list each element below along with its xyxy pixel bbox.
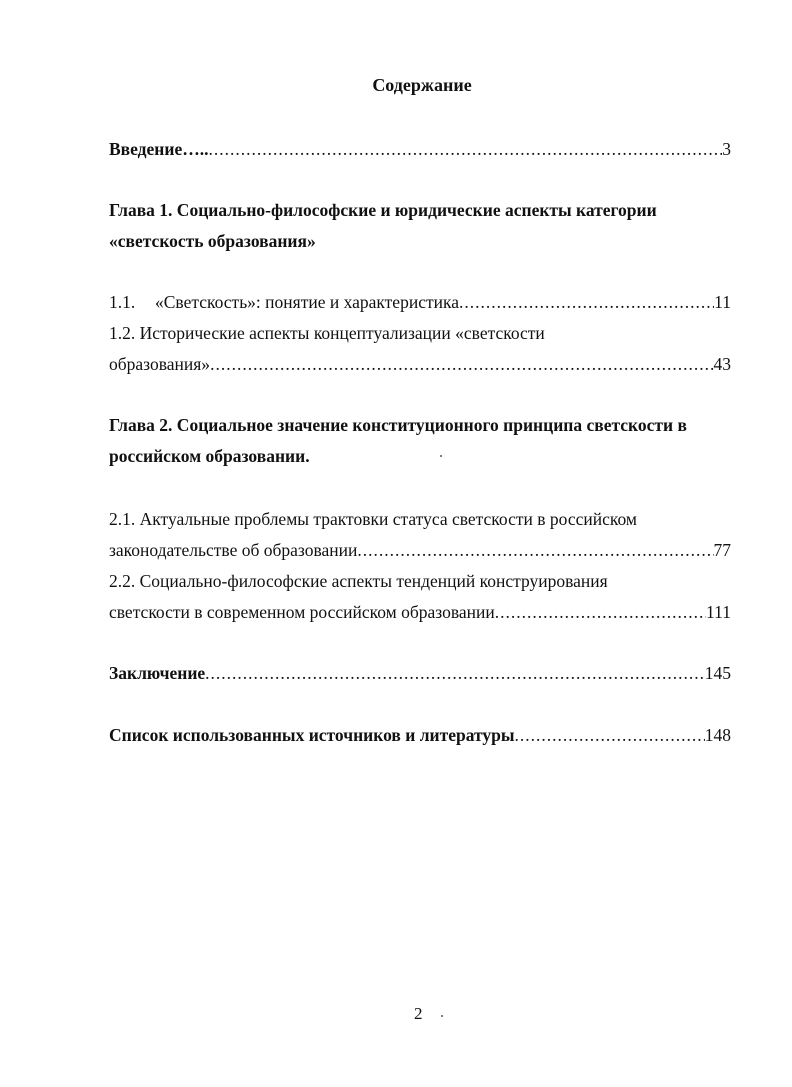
toc-entry-page: 145 — [704, 663, 731, 683]
leader-dots — [208, 138, 722, 160]
chapter-2-heading-line-1[interactable]: Глава 2. Социальное значение конституционного принципа светскости в — [109, 415, 687, 435]
toc-entry-label: Введение….. — [109, 139, 209, 159]
toc-entry-1-2-line-1[interactable]: 1.2. Исторические аспекты концептуализации «светскости — [109, 323, 545, 343]
toc-entry-2-1-line-1[interactable]: 2.1. Актуальные проблемы трактовки статуса светскости в российском — [109, 509, 637, 529]
toc-entry-intro[interactable] — [109, 138, 731, 160]
toc-entry-page: 111 — [706, 602, 731, 622]
section-number: 1.1. — [109, 292, 136, 312]
scan-speck — [440, 455, 442, 457]
page-title: Содержание — [372, 75, 472, 95]
leader-dots — [210, 353, 713, 375]
toc-entry-label: законодательстве об образовании — [109, 540, 358, 560]
scan-speck — [441, 1015, 443, 1017]
leader-dots — [205, 662, 705, 684]
chapter-2-heading-line-2[interactable]: российском образовании. — [109, 446, 310, 466]
toc-entry-label: «Светскость»: понятие и характеристика — [155, 292, 459, 312]
toc-entry-page: 148 — [704, 725, 731, 745]
chapter-1-heading-line-1[interactable]: Глава 1. Социально-философские и юридические аспекты категории — [109, 200, 657, 220]
toc-entry-sources[interactable] — [109, 724, 731, 746]
leader-dots — [495, 601, 706, 623]
toc-entry-label: светскости в современном российском образовании — [109, 602, 495, 622]
toc-entry-page: 3 — [722, 139, 731, 159]
page-number: 2 — [414, 1004, 423, 1023]
toc-entry-label: Список использованных источников и литературы — [109, 725, 515, 745]
toc-entry-1-1[interactable] — [109, 291, 731, 313]
toc-entry-conclusion[interactable] — [109, 662, 731, 684]
toc-entry-2-2[interactable] — [109, 601, 731, 623]
leader-dots — [459, 291, 714, 313]
chapter-1-heading-line-2[interactable]: «светскость образования» — [109, 231, 316, 251]
leader-dots — [515, 724, 705, 746]
toc-entry-2-2-line-1[interactable]: 2.2. Социально-философские аспекты тенденций конструирования — [109, 571, 608, 591]
toc-entry-2-1[interactable] — [109, 539, 731, 561]
toc-entry-label: образования» — [109, 354, 211, 374]
toc-entry-page: 77 — [713, 540, 731, 560]
toc-entry-page: 43 — [713, 354, 731, 374]
toc-entry-number — [109, 291, 155, 313]
leader-dots — [357, 539, 713, 561]
toc-entry-label: Заключение — [109, 663, 206, 683]
toc-entry-page: 11 — [714, 292, 731, 312]
toc-entry-1-2[interactable] — [109, 353, 731, 375]
